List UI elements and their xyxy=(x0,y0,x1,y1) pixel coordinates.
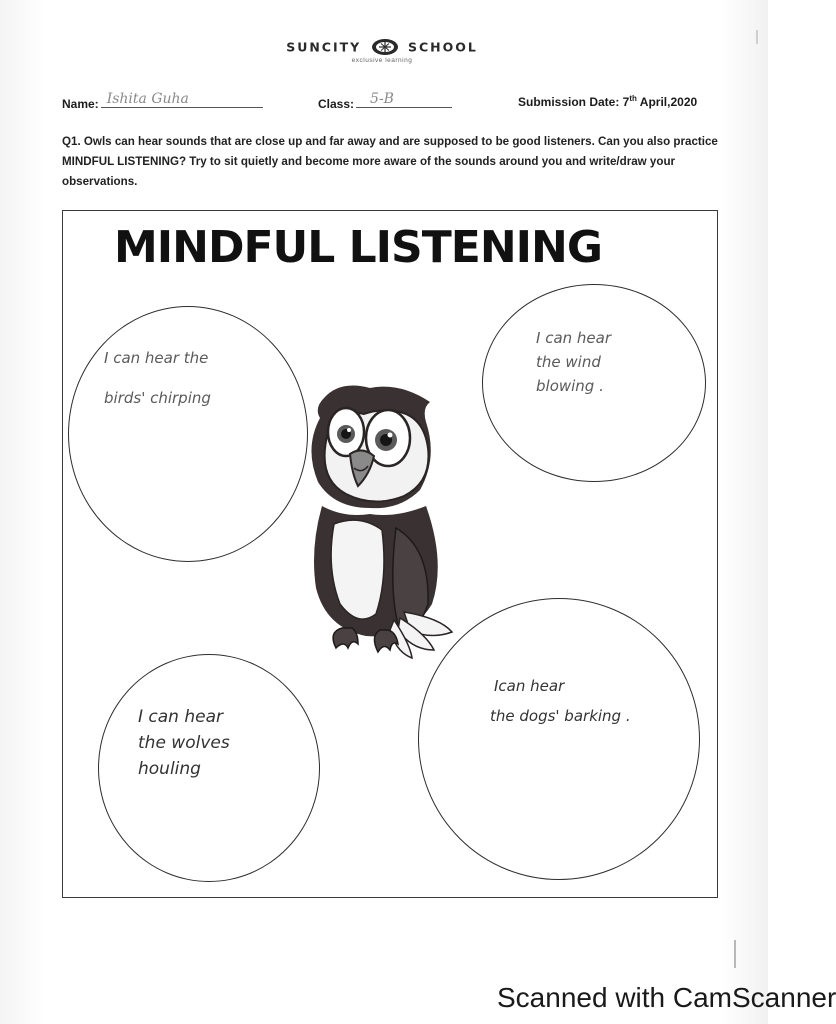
note-line: I can hear the xyxy=(104,349,209,367)
name-field xyxy=(62,91,263,111)
school-name-right: SCHOOL xyxy=(407,39,478,55)
class-value: 5-B xyxy=(370,91,394,107)
note-bottom-left xyxy=(138,704,230,782)
class-field xyxy=(318,91,452,111)
note-line: birds' chirping xyxy=(104,389,211,407)
name-blank xyxy=(101,91,263,108)
name-value: Ishita Guha xyxy=(106,91,189,107)
name-label: Name: xyxy=(62,97,99,111)
bubble-bottom-right xyxy=(418,598,700,880)
note-line: the dogs' barking . xyxy=(490,707,631,725)
note-line: I can hear xyxy=(536,329,611,347)
note-line: the wolves xyxy=(138,733,230,753)
note-line: the wind xyxy=(536,353,601,371)
owl-illustration xyxy=(300,378,460,664)
school-tagline: exclusive learning xyxy=(351,57,413,64)
note-bottom-right xyxy=(490,674,631,728)
submission-rest: April,2020 xyxy=(636,95,698,109)
note-top-right xyxy=(536,326,611,398)
scanner-watermark: Scanned with CamScanner xyxy=(497,982,836,1013)
edge-mark xyxy=(734,940,736,968)
submission-label: Submission Date: 7 xyxy=(518,95,630,109)
bubble-top-left xyxy=(68,306,308,562)
submission-date xyxy=(518,94,697,109)
note-top-left xyxy=(104,346,211,410)
school-logo-icon xyxy=(370,38,400,56)
note-line: blowing . xyxy=(536,377,604,395)
question-text: Q1. Owls can hear sounds that are close up and far away and are supposed to be good listeners. Can you also practice MINDFUL LISTENING? Try to sit quietly and become more aware of the sounds around you and write/draw your observations. xyxy=(62,135,718,188)
note-line: houling xyxy=(138,759,201,779)
worksheet-title: MINDFUL LISTENING xyxy=(114,222,602,273)
class-label: Class: xyxy=(318,97,355,111)
school-name xyxy=(272,38,492,56)
note-line: I can hear xyxy=(138,707,223,727)
school-header xyxy=(272,38,492,68)
submission-sup: th xyxy=(629,94,637,103)
edge-mark xyxy=(756,30,758,44)
class-blank xyxy=(356,91,452,108)
note-line: Ican hear xyxy=(494,677,565,695)
school-name-left: SUNCITY xyxy=(286,39,362,55)
